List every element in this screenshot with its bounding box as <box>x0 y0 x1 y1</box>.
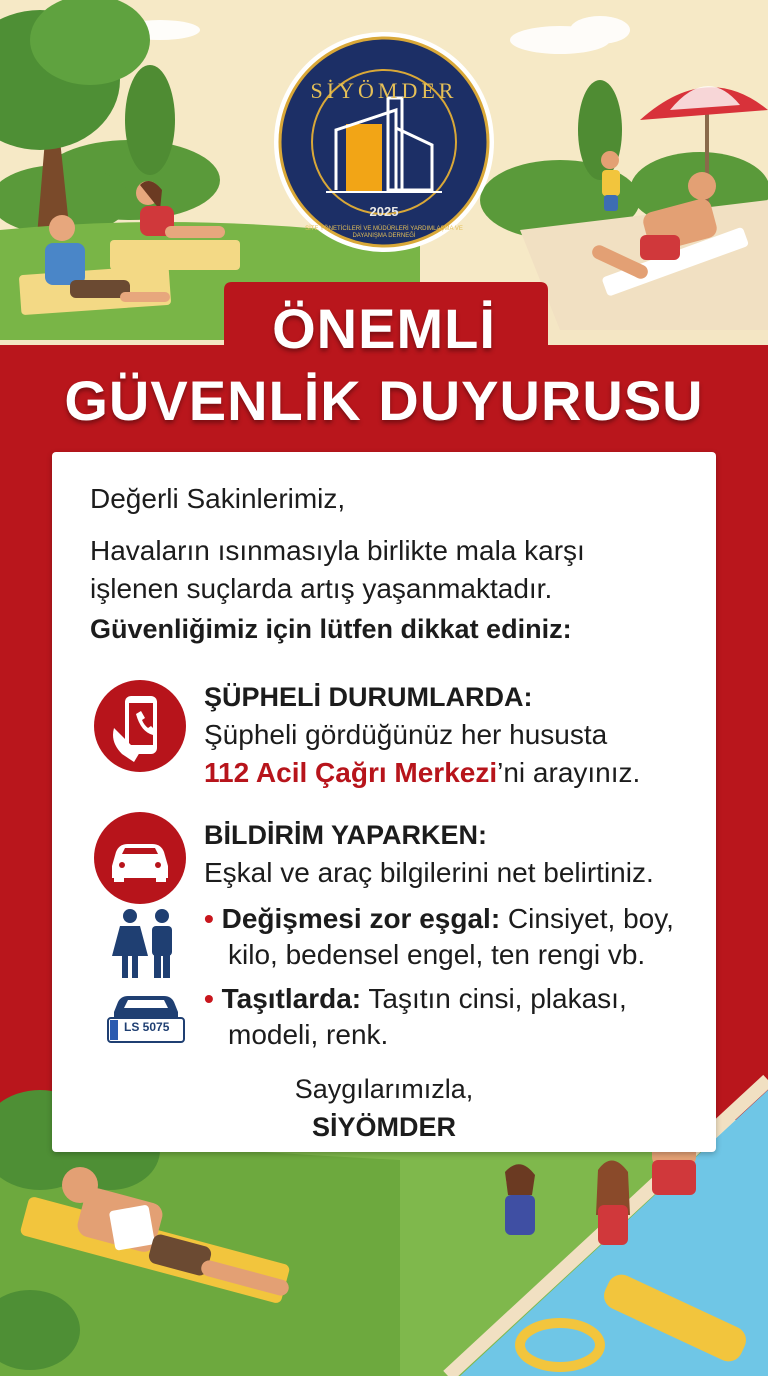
people-icon <box>110 908 182 980</box>
logo-name: SİYÖMDER <box>310 78 458 103</box>
bullet-2-label: Taşıtlarda: <box>221 983 362 1014</box>
phone-call-icon <box>92 678 188 774</box>
greeting: Değerli Sakinlerimiz, <box>90 483 346 514</box>
section1-line-2 <box>204 756 640 790</box>
logo-ring-text: SİTE YÖNETİCİLERİ VE MÜDÜRLERİ YARDIMLAŞMA VE DAYANIŞMA DERNEĞİ <box>305 226 463 239</box>
woman-in-pool <box>596 1160 630 1245</box>
title-line-1: ÖNEMLİ <box>272 297 496 360</box>
section1-line-1: Şüpheli gördüğünüz her hususta <box>204 719 608 750</box>
logo-year: 2025 <box>369 204 399 219</box>
title-line-2: GÜVENLİK DUYURUSU <box>64 369 704 432</box>
woman-poolside <box>505 1164 535 1235</box>
closing-signature: SİYÖMDER <box>311 1112 457 1142</box>
closing-regards: Saygılarımızla, <box>294 1074 474 1104</box>
emergency-number: 112 Acil Çağrı Merkezi <box>204 757 498 788</box>
bullet-2-text: Taşıtın cinsi, plakası, <box>361 983 627 1014</box>
siyomder-logo <box>274 32 494 252</box>
license-plate-text: LS 5075 <box>124 1020 170 1034</box>
bullet-2: • Taşıtlarda: Taşıtın cinsi, plakası, <box>204 983 627 1014</box>
bullet-1: • Değişmesi zor eşgal: Cinsiyet, boy, <box>204 903 674 934</box>
bullet-1-text: Cinsiyet, boy, <box>500 903 674 934</box>
license-plate-car-icon <box>106 988 186 1046</box>
intro-line-1: Havaların ısınmasıyla birlikte mala karşı <box>90 535 585 566</box>
section1-heading: ŞÜPHELİ DURUMLARDA: <box>204 682 533 712</box>
bullet-2-line-2: modeli, renk. <box>228 1019 389 1050</box>
bullet-1-label: Değişmesi zor eşgal: <box>221 903 501 934</box>
bullet-1-line-2: kilo, bedensel engel, ten rengi vb. <box>228 939 646 970</box>
section2-line-1: Eşkal ve araç bilgilerini net belirtiniz. <box>204 857 654 888</box>
section1-suffix: ’ni arayınız. <box>497 757 641 788</box>
section2-heading: BİLDİRİM YAPARKEN: <box>204 820 488 850</box>
announcement-card <box>52 452 716 1152</box>
intro-line-2: işlenen suçlarda artış yaşanmaktadır. <box>90 573 553 604</box>
attention-line: Güvenliğimiz için lütfen dikkat ediniz: <box>90 614 572 644</box>
car-icon <box>92 810 188 906</box>
